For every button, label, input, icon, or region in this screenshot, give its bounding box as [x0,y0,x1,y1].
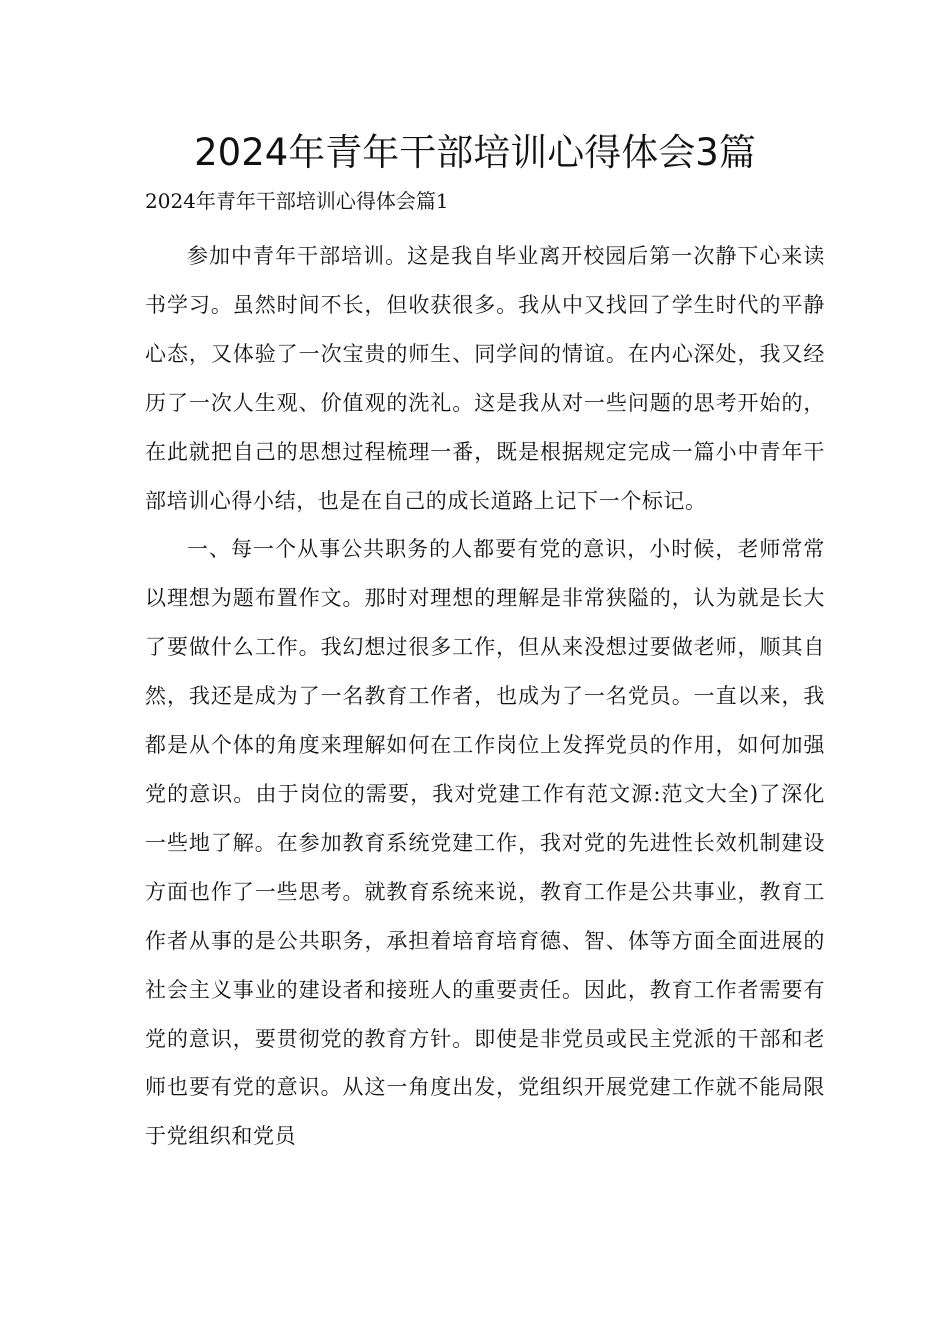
paragraph-2: 一、每一个从事公共职务的人都要有党的意识，小时候，老师常常以理想为题布置作文。那时对理想的理解是非常狭隘的，认为就是长大了要做什么工作。我幻想过很多工作，但从来没想过要做老师，顺其自然，我还是成为了一名教育工作者，也成为了一名党员。一直以来，我都是从个体的角度来理解如何在工作岗位上发挥党员的作用，如何加强党的意识。由于岗位的需要，我对党建工作有范文源:范文大全)了深化一些地了解。在参加教育系统党建工作，我对党的先进性长效机制建设方面也作了一些思考。就教育系统来说，教育工作是公共事业，教育工作者从事的是公共职务，承担着培育培育德、智、体等方面全面进展的社会主义事业的建设者和接班人的重要责任。因此，教育工作者需要有党的意识，要贯彻党的教育方针。即使是非党员或民主党派的干部和老师也要有党的意识。从这一角度出发，党组织开展党建工作就不能局限于党组织和党员 [145,537,825,1149]
section-heading: 2024年青年干部培训心得体会篇1 [145,189,449,213]
document-body [145,232,825,1161]
paragraph-1: 参加中青年干部培训。这是我自毕业离开校园后第一次静下心来读书学习。虽然时间不长，但收获很多。我从中又找回了学生时代的平静心态，又体验了一次宝贵的师生、同学间的情谊。在内心深处，我又经历了一次人生观、价值观的洗礼。这是我从对一些问题的思考开始的，在此就把自己的思想过程梳理一番，既是根据规定完成一篇小中青年干部培训心得小结，也是在自己的成长道路上记下一个标记。 [145,244,825,513]
document-title: 2024年青年干部培训心得体会3篇 [194,131,756,174]
